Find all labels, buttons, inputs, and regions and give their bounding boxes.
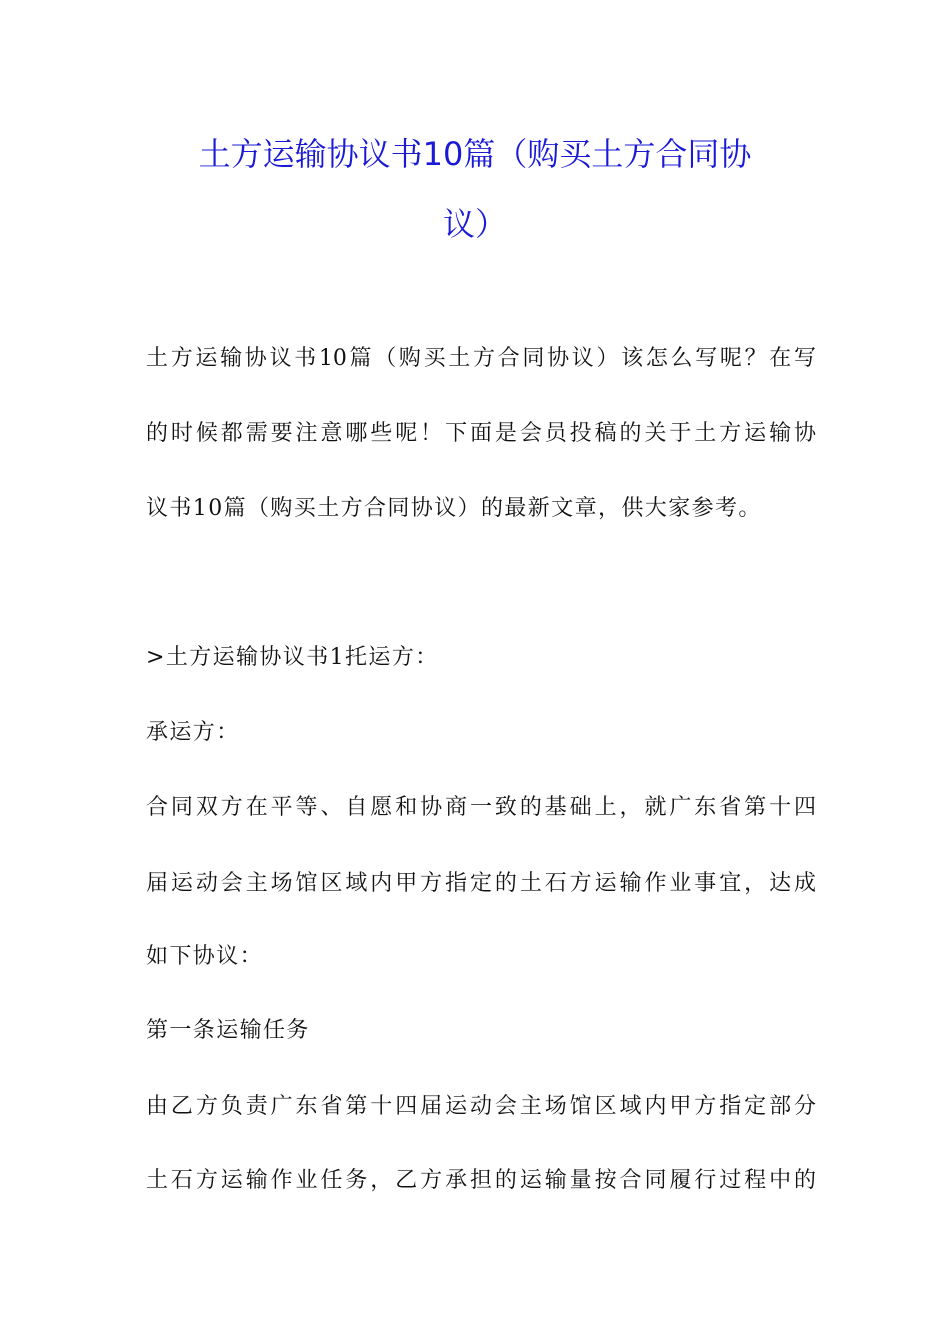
agreement-line-1: 合同双方在平等、自愿和协商一致的基础上，就广东省第十四 [146,795,816,820]
agreement-line-2: 届运动会主场馆区域内甲方指定的土石方运输作业事宜，达成 [146,871,816,896]
document-title-line-1: 土方运输协议书10篇（购买土方合同协 [198,135,752,173]
intro-line-3: 议书10篇（购买土方合同协议）的最新文章，供大家参考。 [146,496,762,521]
intro-line-2: 的时候都需要注意哪些呢！下面是会员投稿的关于土方运输协 [146,421,816,446]
intro-line-1: 土方运输协议书10篇（购买土方合同协议）该怎么写呢？在写 [146,346,816,371]
article-1-line-2: 土石方运输作业任务，乙方承担的运输量按合同履行过程中的 [146,1168,816,1193]
section-heading: >土方运输协议书1托运方： [146,645,439,670]
document-title-line-2: 议） [442,205,507,243]
carrier-label: 承运方： [146,720,240,745]
article-1-line-1: 由乙方负责广东省第十四届运动会主场馆区域内甲方指定部分 [146,1094,816,1119]
agreement-line-3: 如下协议： [146,944,264,969]
article-1-heading: 第一条运输任务 [146,1018,310,1043]
